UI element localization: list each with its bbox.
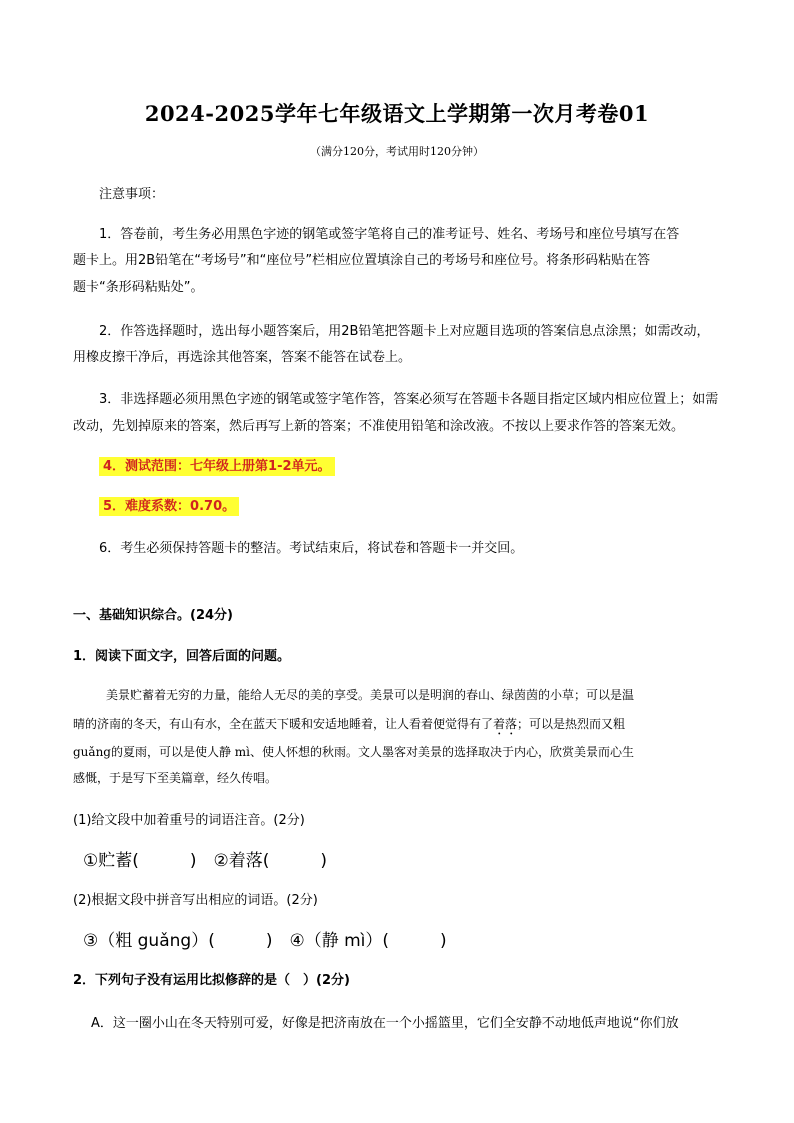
exam-subtitle: （满分120分，考试用时120分钟）: [310, 145, 484, 158]
passage-line-4: 感慨，于是写下至美篇章，经久传唱。: [73, 771, 278, 785]
question-1-text: 1．阅读下面文字，回答后面的问题。: [73, 649, 291, 664]
passage-line-2: [73, 715, 723, 738]
sub-question-1: (1)给文段中加着重号的词语注音。(2分): [73, 813, 305, 828]
note-1-line-1: 1．答卷前，考生务必用黑色字迹的钢笔或签字笔将自己的准考证号、姓名、考场号和座位号填写在答: [99, 227, 680, 242]
note-1-line-2: 题卡上。用2B铅笔在“考场号”和“座位号”栏相应位置填涂自己的考场号和座位号。将条形码粘贴在答: [73, 253, 651, 268]
note-5-highlight: 5．难度系数：0.70。: [99, 497, 239, 516]
passage-line-2-end: ；可以是热烈而又粗: [517, 717, 626, 731]
passage-line-3: guǎng的夏雨，可以是使人静 mì、使人怀想的秋雨。文人墨客对美景的选择取决于内心，欣赏美景而心生: [73, 745, 635, 759]
passage-line-2-start: 晴的济南的冬天，有山有水，全在蓝天下暖和安适地睡着，让人看着便觉得有了: [73, 717, 494, 731]
note-2-line-2: 用橡皮擦干净后，再选涂其他答案，答案不能答在试卷上。: [73, 350, 412, 365]
note-1-line-3: 题卡“条形码粘贴处”。: [73, 280, 204, 295]
note-2-line-1: 2．作答选择题时，选出每小题答案后，用2B铅笔把答题卡上对应题目选项的答案信息点涂黑；如需改动，: [99, 324, 710, 339]
emphasized-word-zhuoluo: 着落: [493, 717, 518, 731]
notes-heading: 注意事项：: [99, 187, 165, 202]
passage-line-1: 美景贮蓄着无穷的力量，能给人无尽的美的享受。美景可以是明润的春山、绿茵茵的小草；可以是温: [106, 688, 635, 702]
sub-question-2-items: ③（粗 guǎng）( ) ④（静 mì）( ): [83, 931, 447, 951]
question-2: [73, 969, 723, 988]
question-2-option-a: A．这一圈小山在冬天特别可爱，好像是把济南放在一个小摇篮里，它们全安静不动地低声地说“你们放: [91, 1016, 679, 1031]
note-4-highlight: 4．测试范围：七年级上册第1-2单元。: [99, 457, 335, 476]
question-1: [73, 645, 723, 664]
sub-question-2: (2)根据文段中拼音写出相应的词语。(2分): [73, 893, 318, 908]
exam-title: 2024-2025学年七年级语文上学期第一次月考卷01: [144, 101, 650, 126]
note-3-line-1: 3．非选择题必须用黑色字迹的钢笔或签字笔作答，答案必须写在答题卡各题目指定区域内相应位置上；如需: [99, 392, 719, 407]
note-6: 6．考生必须保持答题卡的整洁。考试结束后，将试卷和答题卡一并交回。: [99, 541, 524, 556]
sub-question-1-items: ①贮蓄( ) ②着落( ): [83, 851, 328, 871]
section-1-heading: 一、基础知识综合。(24分): [73, 608, 233, 623]
note-3-line-2: 改动，先划掉原来的答案，然后再写上新的答案；不准使用铅笔和涂改液。不按以上要求作答的答案无效。: [73, 419, 685, 434]
note-4-test-range: [99, 455, 749, 474]
note-5-difficulty: [99, 495, 749, 514]
question-2-text: 2．下列句子没有运用比拟修辞的是（ ）(2分): [73, 973, 350, 988]
